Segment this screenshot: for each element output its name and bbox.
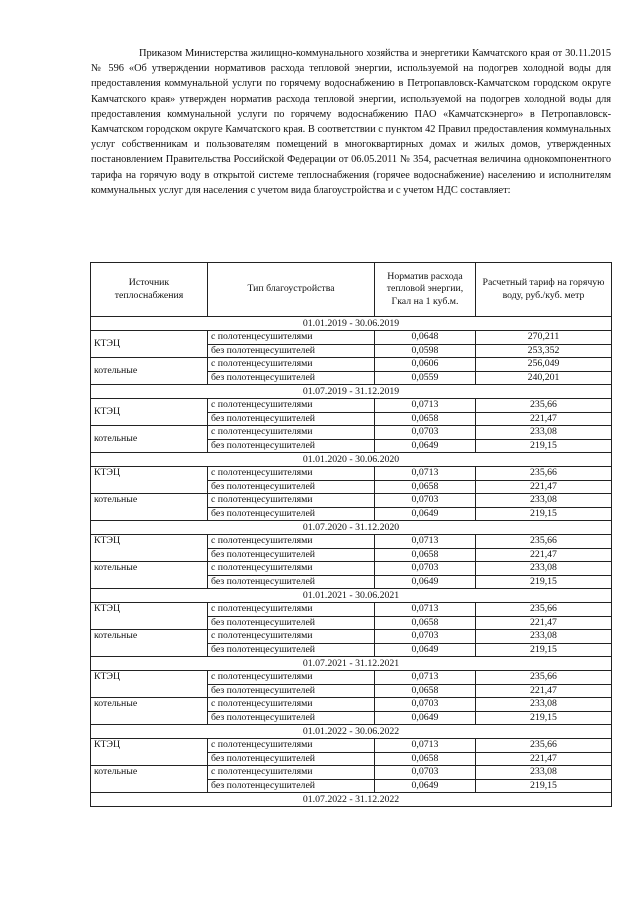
- cell-type: без полотенцесушителей: [208, 371, 375, 385]
- cell-norm: 0,0658: [375, 752, 476, 766]
- table-row: [91, 467, 612, 481]
- cell-type: с полотенцесушителями: [208, 671, 375, 685]
- cell-norm: 0,0713: [375, 671, 476, 685]
- cell-type: с полотенцесушителями: [208, 399, 375, 413]
- cell-norm: 0,0713: [375, 467, 476, 481]
- cell-tariff: 235,66: [476, 467, 612, 481]
- cell-norm: 0,0658: [375, 616, 476, 630]
- cell-norm: 0,0703: [375, 766, 476, 780]
- period-label: 01.07.2020 - 31.12.2020: [91, 521, 612, 535]
- cell-type: без полотенцесушителей: [208, 412, 375, 426]
- period-label: 01.01.2019 - 30.06.2019: [91, 317, 612, 331]
- table-row: [91, 331, 612, 345]
- cell-norm: 0,0648: [375, 331, 476, 345]
- table-body: [91, 317, 612, 807]
- cell-tariff: 253,352: [476, 344, 612, 358]
- table-row: [91, 698, 612, 712]
- cell-norm: 0,0649: [375, 439, 476, 453]
- table-row: [91, 671, 612, 685]
- period-row: [91, 793, 612, 807]
- cell-type: без полотенцесушителей: [208, 752, 375, 766]
- cell-tariff: 221,47: [476, 616, 612, 630]
- cell-tariff: 235,66: [476, 671, 612, 685]
- period-row: [91, 521, 612, 535]
- cell-norm: 0,0649: [375, 779, 476, 793]
- cell-norm: 0,0713: [375, 535, 476, 549]
- cell-norm: 0,0713: [375, 739, 476, 753]
- cell-tariff: 240,201: [476, 371, 612, 385]
- cell-type: с полотенцесушителями: [208, 494, 375, 508]
- cell-norm: 0,0649: [375, 575, 476, 589]
- period-row: [91, 317, 612, 331]
- cell-source: котельные: [91, 426, 208, 453]
- period-label: 01.07.2021 - 31.12.2021: [91, 657, 612, 671]
- cell-type: с полотенцесушителями: [208, 630, 375, 644]
- period-label: 01.01.2021 - 30.06.2021: [91, 589, 612, 603]
- cell-type: без полотенцесушителей: [208, 548, 375, 562]
- period-row: [91, 385, 612, 399]
- cell-type: с полотенцесушителями: [208, 331, 375, 345]
- cell-type: с полотенцесушителями: [208, 358, 375, 372]
- cell-tariff: 219,15: [476, 575, 612, 589]
- cell-tariff: 219,15: [476, 779, 612, 793]
- cell-type: с полотенцесушителями: [208, 535, 375, 549]
- cell-source: КТЭЦ: [91, 671, 208, 698]
- cell-source: котельные: [91, 494, 208, 521]
- period-row: [91, 657, 612, 671]
- table-row: [91, 494, 612, 508]
- cell-source: котельные: [91, 698, 208, 725]
- header-source: Источник теплоснабжения: [91, 263, 208, 317]
- table-row: [91, 603, 612, 617]
- cell-source: КТЭЦ: [91, 331, 208, 358]
- cell-norm: 0,0649: [375, 711, 476, 725]
- cell-tariff: 221,47: [476, 480, 612, 494]
- table-row: [91, 766, 612, 780]
- table-row: [91, 358, 612, 372]
- cell-tariff: 219,15: [476, 507, 612, 521]
- cell-type: без полотенцесушителей: [208, 480, 375, 494]
- cell-tariff: 235,66: [476, 739, 612, 753]
- cell-type: с полотенцесушителями: [208, 467, 375, 481]
- cell-norm: 0,0703: [375, 698, 476, 712]
- cell-norm: 0,0713: [375, 603, 476, 617]
- cell-type: без полотенцесушителей: [208, 439, 375, 453]
- header-tariff: Расчетный тариф на горячую воду, руб./куб. метр: [476, 263, 612, 317]
- cell-norm: 0,0703: [375, 562, 476, 576]
- table-row: [91, 630, 612, 644]
- period-label: 01.01.2022 - 30.06.2022: [91, 725, 612, 739]
- cell-norm: 0,0649: [375, 643, 476, 657]
- cell-tariff: 233,08: [476, 698, 612, 712]
- cell-source: КТЭЦ: [91, 535, 208, 562]
- cell-tariff: 235,66: [476, 399, 612, 413]
- cell-type: с полотенцесушителями: [208, 603, 375, 617]
- cell-type: без полотенцесушителей: [208, 643, 375, 657]
- cell-type: без полотенцесушителей: [208, 684, 375, 698]
- cell-tariff: 221,47: [476, 548, 612, 562]
- cell-tariff: 233,08: [476, 630, 612, 644]
- cell-norm: 0,0559: [375, 371, 476, 385]
- cell-norm: 0,0598: [375, 344, 476, 358]
- cell-norm: 0,0658: [375, 412, 476, 426]
- cell-tariff: 219,15: [476, 439, 612, 453]
- cell-source: котельные: [91, 358, 208, 385]
- cell-tariff: 221,47: [476, 412, 612, 426]
- cell-tariff: 233,08: [476, 426, 612, 440]
- period-row: [91, 589, 612, 603]
- cell-norm: 0,0713: [375, 399, 476, 413]
- header-type: Тип благоустройства: [208, 263, 375, 317]
- cell-type: без полотенцесушителей: [208, 711, 375, 725]
- period-label: 01.07.2022 - 31.12.2022: [91, 793, 612, 807]
- cell-tariff: 233,08: [476, 766, 612, 780]
- cell-tariff: 233,08: [476, 562, 612, 576]
- cell-type: с полотенцесушителями: [208, 698, 375, 712]
- table-row: [91, 562, 612, 576]
- cell-norm: 0,0658: [375, 480, 476, 494]
- period-row: [91, 725, 612, 739]
- cell-tariff: 221,47: [476, 752, 612, 766]
- cell-type: с полотенцесушителями: [208, 766, 375, 780]
- cell-tariff: 235,66: [476, 535, 612, 549]
- cell-norm: 0,0649: [375, 507, 476, 521]
- header-norm: Норматив расхода тепловой энергии, Гкал на 1 куб.м.: [375, 263, 476, 317]
- cell-norm: 0,0658: [375, 684, 476, 698]
- cell-norm: 0,0658: [375, 548, 476, 562]
- table-row: [91, 426, 612, 440]
- tariff-table: [90, 262, 612, 807]
- cell-tariff: 219,15: [476, 711, 612, 725]
- cell-tariff: 235,66: [476, 603, 612, 617]
- table-header-row: [91, 263, 612, 317]
- cell-source: КТЭЦ: [91, 603, 208, 630]
- cell-type: без полотенцесушителей: [208, 779, 375, 793]
- cell-tariff: 270,211: [476, 331, 612, 345]
- cell-source: котельные: [91, 766, 208, 793]
- cell-source: КТЭЦ: [91, 399, 208, 426]
- cell-type: с полотенцесушителями: [208, 426, 375, 440]
- cell-tariff: 256,049: [476, 358, 612, 372]
- cell-source: КТЭЦ: [91, 467, 208, 494]
- intro-paragraph: Приказом Министерства жилищно-коммунального хозяйства и энергетики Камчатского края от 30.11.2015 № 596 «Об утверждении нормативов расхода тепловой энергии, используемой на подогрев холодной воды для предоставления коммунальной услуги по горячему водоснабжению в Петропавловск-Камчатском городском округе Камчатского края» утвержден норматив расхода тепловой энергии, используемой на подогрев холодной воды для предоставления коммунальной услуги по горячему водоснабжению ПАО «Камчатскэнерго» в Петропавловск-Камчатском городском округе Камчатского края. В соответствии с пунктом 42 Правил предоставления коммунальных услуг собственникам и пользователям помещений в многоквартирных домах и жилых домов, утвержденных постановлением Правительства Российской Федерации от 06.05.2011 № 354, расчетная величина однокомпонентного тарифа на горячую воду в открытой системе теплоснабжения (горячее водоснабжение) населению и исполнителям коммунальных услуг для населения с учетом вида благоустройства и с учетом НДС составляет:: [91, 48, 611, 196]
- table-row: [91, 535, 612, 549]
- table-row: [91, 399, 612, 413]
- cell-source: котельные: [91, 630, 208, 657]
- cell-norm: 0,0606: [375, 358, 476, 372]
- period-label: 01.07.2019 - 31.12.2019: [91, 385, 612, 399]
- cell-tariff: 219,15: [476, 643, 612, 657]
- cell-norm: 0,0703: [375, 494, 476, 508]
- cell-norm: 0,0703: [375, 630, 476, 644]
- period-row: [91, 453, 612, 467]
- table-row: [91, 739, 612, 753]
- cell-norm: 0,0703: [375, 426, 476, 440]
- cell-type: без полотенцесушителей: [208, 616, 375, 630]
- cell-source: КТЭЦ: [91, 739, 208, 766]
- period-label: 01.01.2020 - 30.06.2020: [91, 453, 612, 467]
- cell-type: без полотенцесушителей: [208, 575, 375, 589]
- cell-type: без полотенцесушителей: [208, 344, 375, 358]
- cell-type: без полотенцесушителей: [208, 507, 375, 521]
- cell-tariff: 221,47: [476, 684, 612, 698]
- cell-type: с полотенцесушителями: [208, 739, 375, 753]
- cell-tariff: 233,08: [476, 494, 612, 508]
- cell-type: с полотенцесушителями: [208, 562, 375, 576]
- cell-source: котельные: [91, 562, 208, 589]
